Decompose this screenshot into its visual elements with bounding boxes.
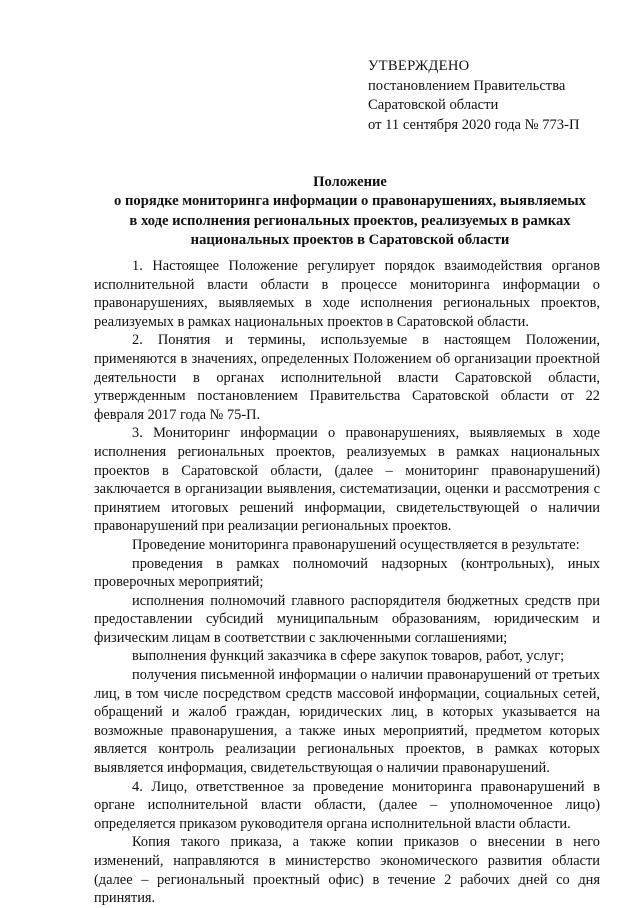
paragraph-3: 3. Мониторинг информации о правонарушениях, выявляемых в ходе исполнения региональных проектов, реализуемых в рамках национальных проектов в Саратовской области, (далее – мониторинг правонарушений) заключается в организации выявления, систематизации, оценки и рассмотрения с принятием итоговых решений информации, свидетельствующей о наличии правонарушений при реализации региональных проектов. [94, 425, 600, 535]
document-title [95, 173, 605, 251]
approval-date: от 11 сентября 2020 года № 773-П [368, 116, 580, 133]
approval-line: постановлением Правительства [368, 77, 566, 94]
list-item: проведения в рамках полномочий надзорных (контрольных), иных проверочных мероприятий; [94, 555, 600, 591]
approval-block [368, 57, 628, 135]
paragraph-monitoring-intro: Проведение мониторинга правонарушений осуществляется в результате: [132, 536, 580, 553]
list-item: исполнения полномочий главного распорядителя бюджетных средств при предоставлении субсидий муниципальным образованиям, юридическим и физическим лицам в соответствии с заключенными соглашениями; [94, 592, 600, 646]
title-heading: Положение [313, 174, 387, 190]
approval-stamp: УТВЕРЖДЕНО [368, 58, 470, 74]
paragraph-4: 4. Лицо, ответственное за проведение мониторинга правонарушений в органе исполнительной власти области, (далее – уполномоченное лицо) определяется приказом руководителя органа исполнительной власти области. [94, 778, 600, 832]
title-line: в ходе исполнения региональных проектов, реализуемых в рамках [129, 212, 571, 229]
paragraph-2: 2. Понятия и термины, используемые в настоящем Положении, применяются в значениях, определенных Положением об организации проектной деятельности в органах исполнительной власти Саратовской области, утвержденным постановлением Правительства Саратовской области от 22 февраля 2017 года № 75-П. [94, 332, 600, 423]
paragraph-1: 1. Настоящее Положение регулирует порядок взаимодействия органов исполнительной власти области в процессе мониторинга информации о правонарушениях, выявляемых в ходе исполнения региональных проектов, реализуемых в рамках национальных проектов в Саратовской области. [94, 258, 600, 330]
approval-line: Саратовской области [368, 97, 499, 113]
document-body [94, 257, 600, 908]
list-item: получения письменной информации о наличии правонарушений от третьих лиц, в том числе посредством средств массовой информации, социальных сетей, обращений и жалоб граждан, юридических лиц, в которых указывается на возможные правонарушения, а также иных мероприятий, предметом которых является контроль реализации региональных проектов, в рамках которых выявляется информация, свидетельствующая о наличии правонарушений. [94, 667, 600, 777]
title-line: о порядке мониторинга информации о правонарушениях, выявляемых [114, 193, 586, 210]
title-line: национальных проектов в Саратовской области [190, 232, 510, 249]
list-item: выполнения функций заказчика в сфере закупок товаров, работ, услуг; [132, 648, 565, 665]
paragraph-order-copy: Копия такого приказа, а также копии приказов о внесении в него изменений, направляются в министерство экономического развития области (далее – региональный проектный офис) в течение 2 рабочих дней со дня принятия. [94, 834, 600, 907]
